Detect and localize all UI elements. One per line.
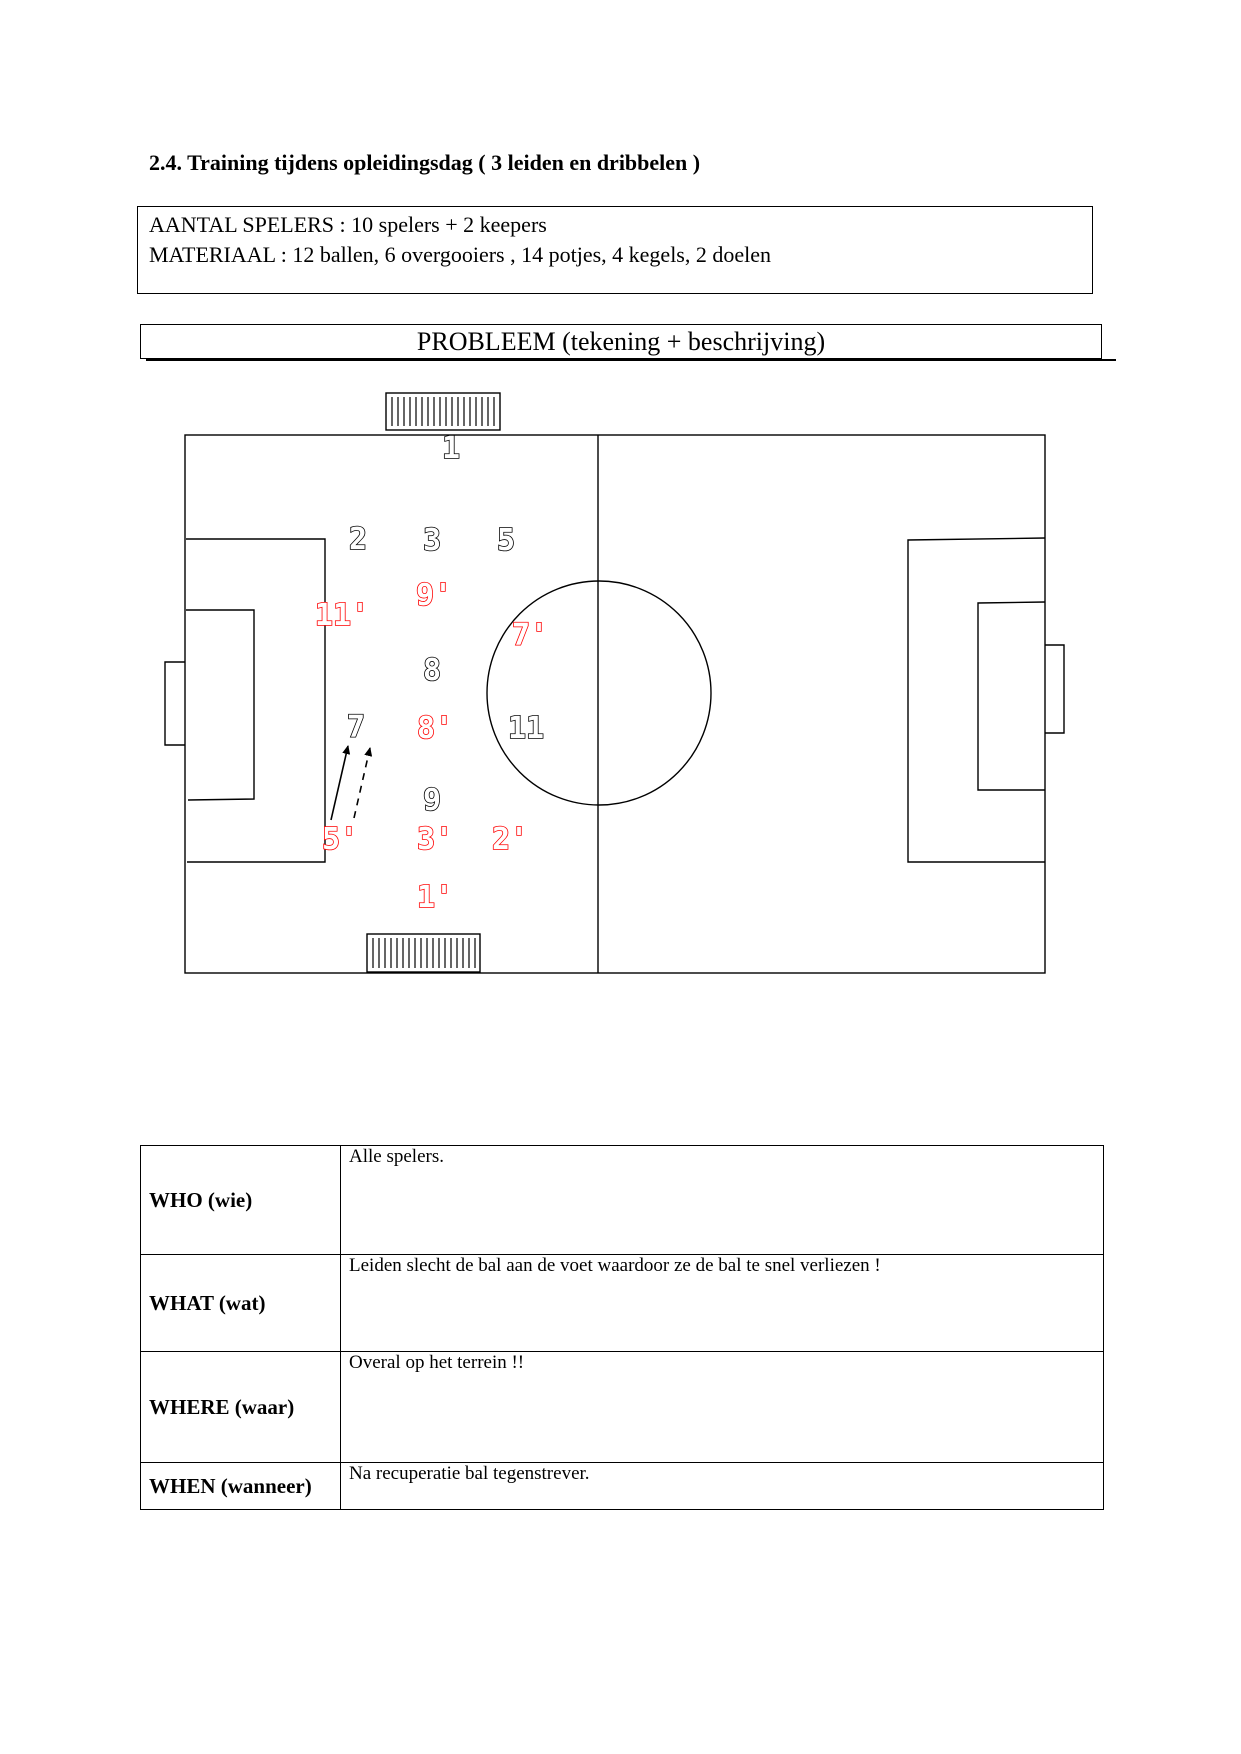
bottom-mini-goal-icon	[367, 934, 480, 972]
where-value: Overal op het terrein !!	[341, 1352, 1104, 1463]
player-number: 5	[496, 523, 516, 558]
opponent-number: 9'	[415, 578, 453, 613]
table-row	[141, 1255, 1104, 1352]
opponent-number: 11'	[314, 598, 370, 633]
page-heading: 2.4. Training tijdens opleidingsdag ( 3 leiden en dribbelen )	[149, 150, 701, 175]
top-mini-goal-icon	[386, 393, 500, 430]
run-arrow-dashed	[354, 748, 370, 818]
table-row	[141, 1463, 1104, 1510]
opponent-number: 1'	[416, 880, 454, 915]
right-penalty-area	[908, 538, 1045, 862]
pitch-outline	[185, 435, 1045, 973]
problem-title-box: PROBLEEM (tekening + beschrijving)	[140, 324, 1102, 359]
opponent-number: 8'	[416, 711, 454, 746]
opponent-number: 3'	[416, 822, 454, 857]
left-penalty-area	[186, 539, 325, 862]
opponent-number: 5'	[321, 822, 359, 857]
players-line: AANTAL SPELERS : 10 spelers + 2 keepers	[149, 212, 547, 237]
player-number: 11	[507, 711, 545, 746]
player-number: 9	[422, 783, 442, 818]
pass-arrow-solid	[331, 746, 348, 820]
who-label: WHO (wie)	[141, 1146, 341, 1255]
what-label: WHAT (wat)	[141, 1255, 341, 1352]
table-row	[141, 1352, 1104, 1463]
right-goal-area	[978, 602, 1045, 790]
where-label: WHERE (waar)	[141, 1352, 341, 1463]
table-row	[141, 1146, 1104, 1255]
left-goal	[165, 662, 185, 745]
when-label: WHEN (wanneer)	[141, 1463, 341, 1510]
who-value: Alle spelers.	[341, 1146, 1104, 1255]
centre-circle	[487, 581, 711, 805]
player-number: 1	[441, 431, 461, 466]
right-goal	[1045, 645, 1064, 733]
when-value: Na recuperatie bal tegenstrever.	[341, 1463, 1104, 1510]
player-number: 7	[346, 710, 366, 745]
what-value: Leiden slecht de bal aan de voet waardoor ze de bal te snel verliezen !	[341, 1255, 1104, 1352]
opponent-number: 2'	[491, 822, 529, 857]
material-line: MATERIAAL : 12 ballen, 6 overgooiers , 14 potjes, 4 kegels, 2 doelen	[149, 242, 772, 267]
player-number: 2	[348, 522, 368, 557]
player-number: 3	[422, 523, 442, 558]
www-table	[140, 1145, 1104, 1510]
left-goal-area	[186, 610, 254, 800]
player-number: 8	[422, 653, 442, 688]
opponent-number: 7'	[511, 618, 549, 653]
